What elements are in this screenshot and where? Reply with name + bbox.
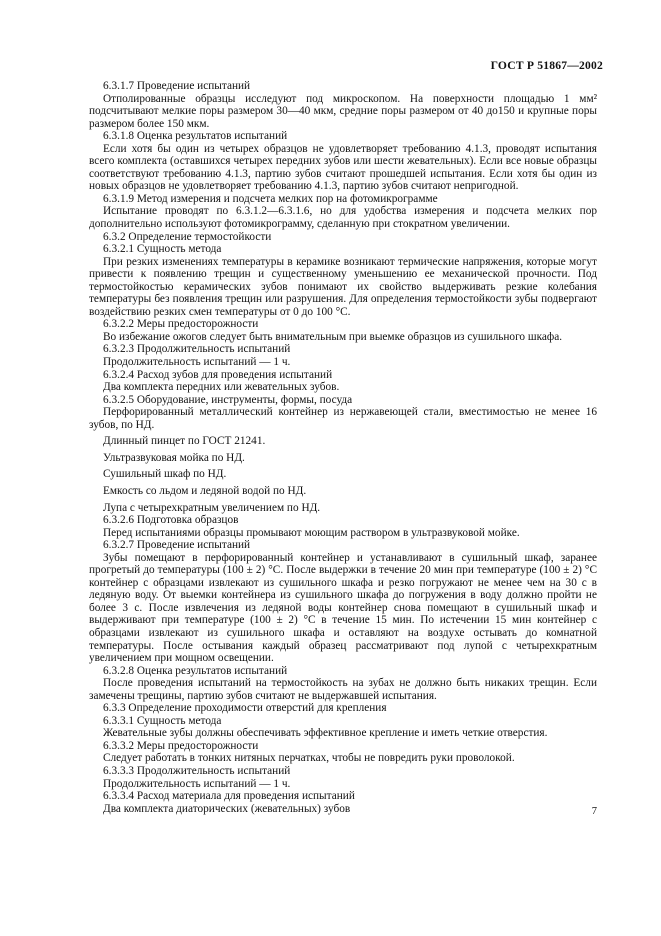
document-body	[89, 80, 597, 815]
section-heading: 6.3.3.2 Меры предосторожности	[103, 739, 259, 752]
section-heading: 6.3.3.4 Расход материала для проведения испытаний	[103, 790, 355, 803]
body-paragraph: Два комплекта диаторических (жевательных) зубов	[103, 802, 351, 815]
body-paragraph: Во избежание ожогов следует быть внимательным при выемке образцов из сушильного шкафа.	[103, 330, 563, 343]
section-heading: 6.3.1.7 Проведение испытаний	[103, 80, 251, 92]
section-heading: 6.3.2.6 Подготовка образцов	[103, 514, 239, 527]
section-heading: 6.3.3.1 Сущность метода	[103, 714, 222, 727]
document-code: ГОСТ Р 51867—2002	[490, 59, 603, 72]
body-paragraph: Зубы помещают в перфорированный контейнер и устанавливают в сушильный шкаф, заранее прогретый до температуры (100 ± 2) °С. После выдержки в течение 20 мин при температуре (100 ± 2) °С контейнер с образцами извлекают из сушильного шкафа и резко погружают не менее чем на 30 с в ледяную воду. От выемки контейнера из сушильного шкафа до погружения в воду должно пройти не более 3 с. После извлечения из ледяной воды контейнер снова помещают в сушильный шкаф и выдерживают при температуре (100 ± 2) °С в течение 15 мин. По истечении 15 мин контейнер с образцами извлекают из сушильного шкафа и оставляют на воздухе остывать до комнатной температуры. После остывания каждый образец рассматривают под лупой с четырехкратным увеличением при мощном освещении.	[89, 551, 597, 665]
section-heading: 6.3.2.3 Продолжительность испытаний	[103, 343, 291, 356]
body-paragraph: Жевательные зубы должны обеспечивать эффективное крепление и иметь четкие отверстия.	[103, 727, 548, 740]
body-paragraph: При резких изменениях температуры в керамике возникают термические напряжения, которые могут привести к появлению трещин и существенному уменьшению ее механической прочности. Под термостойкостью керамических зубов понимают их свойство выдерживать резкие колебания температуры без появления трещин или разрушения. Для определения термостойкости зубы подвергают воздействию резких смен температуры от 0 до 100 °С.	[89, 255, 597, 318]
body-paragraph: Продолжительность испытаний — 1 ч.	[103, 356, 291, 369]
section-heading: 6.3.3.3 Продолжительность испытаний	[103, 764, 291, 777]
body-paragraph: Испытание проводят по 6.3.1.2—6.3.1.6, но для удобства измерения и подсчета мелких пор дополнительно используют фотомикрограмму, сделанную при стократном увеличении.	[89, 205, 597, 231]
body-paragraph: Отполированные образцы исследуют под микроскопом. На поверхности площадью 1 мм² подсчитывают мелкие поры размером 30—40 мкм, средние поры размером от 40 до150 и крупные поры размером более 150 мкм.	[89, 92, 597, 130]
section-heading: 6.3.2.5 Оборудование, инструменты, формы, посуда	[103, 393, 353, 406]
equipment-list-item: Сушильный шкаф по НД.	[103, 468, 227, 481]
body-paragraph: Если хотя бы один из четырех образцов не удовлетворяет требованию 4.1.3, проводят испытания всего комплекта (оставшихся четырех передних зубов или шести жевательных). Если все новые образцы соответствуют требованию 4.1.3, партию зубов считают прошедшей испытания. Если хотя бы один из новых образцов не удовлетворяет требованию 4.1.3, партию зубов считают непригодной.	[89, 142, 597, 193]
section-heading: 6.3.1.9 Метод измерения и подсчета мелких пор на фотомикрограмме	[103, 192, 438, 205]
section-heading: 6.3.2.7 Проведение испытаний	[103, 539, 251, 552]
section-heading: 6.3.2.1 Сущность метода	[103, 243, 222, 256]
section-heading: 6.3.2.4 Расход зубов для проведения испытаний	[103, 368, 333, 381]
section-heading: 6.3.2.2 Меры предосторожности	[103, 318, 259, 331]
body-paragraph: После проведения испытаний на термостойкость на зубах не должно быть никаких трещин. Если замечены трещины, партию зубов считают не выдержавшей испытания.	[89, 677, 597, 702]
page-number: 7	[591, 806, 597, 817]
equipment-list-item: Ультразвуковая мойка по НД.	[103, 451, 245, 464]
section-heading: 6.3.2.8 Оценка результатов испытаний	[103, 664, 288, 677]
body-paragraph: Следует работать в тонких нитяных перчатках, чтобы не повредить руки проволокой.	[103, 752, 515, 765]
body-paragraph: Перед испытаниями образцы промывают моющим раствором в ультразвуковой мойке.	[103, 526, 520, 539]
equipment-list-item: Длинный пинцет по ГОСТ 21241.	[103, 435, 266, 448]
section-heading: 6.3.1.8 Оценка результатов испытаний	[103, 130, 288, 143]
equipment-list-item: Лупа с четырехкратным увеличением по НД.	[103, 501, 321, 514]
body-paragraph: Два комплекта передних или жевательных зубов.	[103, 381, 340, 394]
section-heading: 6.3.3 Определение проходимости отверстий для крепления	[103, 702, 387, 715]
equipment-list-item: Емкость со льдом и ледяной водой по НД.	[103, 484, 307, 497]
body-paragraph: Продолжительность испытаний — 1 ч.	[103, 777, 291, 790]
body-paragraph: Перфорированный металлический контейнер из нержавеющей стали, вместимостью не менее 16 зубов, по НД.	[89, 406, 597, 431]
section-heading: 6.3.2 Определение термостойкости	[103, 230, 272, 243]
